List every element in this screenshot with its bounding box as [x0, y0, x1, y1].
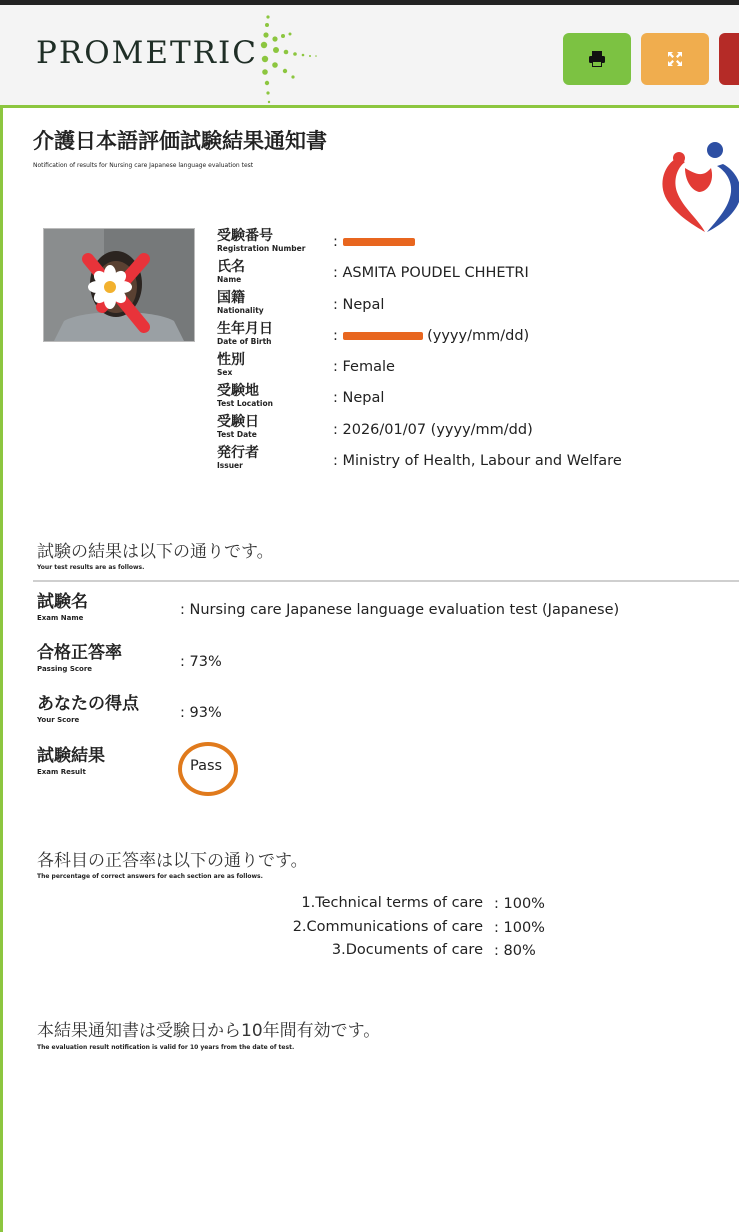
section-score-technical-terms: : 100% — [494, 896, 545, 912]
section-name-technical-terms: 1.Technical terms of care — [301, 895, 483, 911]
results-heading-en: Your test results are as follows. — [37, 564, 145, 571]
value-test-location: : Nepal — [333, 390, 385, 406]
document-title: 介護日本語評価試験結果通知書 — [33, 129, 327, 153]
label-test-location: 受験地 Test Location — [217, 383, 273, 408]
label-sex: 性別 Sex — [217, 352, 245, 377]
header — [0, 5, 739, 108]
prometric-logo-icon — [255, 9, 325, 109]
pass-highlight-circle — [178, 742, 238, 796]
results-heading: 試験の結果は以下の通りです。 — [37, 542, 274, 562]
value-date-of-birth: : (yyyy/mm/dd) — [333, 328, 530, 344]
value-your-score: : 93% — [180, 705, 222, 721]
prometric-logo: PROMETRIC — [36, 35, 258, 71]
value-registration-number: : — [333, 234, 415, 250]
label-your-score: あなたの得点 Your Score — [37, 694, 139, 724]
section-score-documents: : 80% — [494, 943, 536, 959]
value-name: : ASMITA POUDEL CHHETRI — [333, 265, 529, 281]
label-issuer: 発行者 Issuer — [217, 445, 259, 470]
section-name-communications: 2.Communications of care — [292, 919, 483, 935]
label-registration-number: 受験番号 Registration Number — [217, 228, 306, 253]
label-date-of-birth: 生年月日 Date of Birth — [217, 321, 273, 346]
redaction-mark — [343, 332, 423, 340]
value-nationality: : Nepal — [333, 297, 385, 313]
document-subtitle: Notification of results for Nursing care Japanese language evaluation test — [33, 162, 254, 169]
value-test-date: : 2026/01/07 (yyyy/mm/dd) — [333, 422, 533, 438]
validity-note-en: The evaluation result notification is valid for 10 years from the date of test. — [37, 1044, 295, 1051]
value-sex: : Female — [333, 359, 395, 375]
fullscreen-button[interactable] — [641, 33, 709, 85]
value-exam-result: Pass — [190, 758, 223, 774]
close-button[interactable] — [719, 33, 739, 85]
sections-heading: 各科目の正答率は以下の通りです。 — [37, 851, 308, 871]
candidate-photo — [43, 228, 195, 342]
label-passing-score: 合格正答率 Passing Score — [37, 643, 122, 673]
label-test-date: 受験日 Test Date — [217, 414, 259, 439]
expand-icon — [667, 51, 683, 67]
value-issuer: : Ministry of Health, Labour and Welfare — [333, 453, 622, 469]
page-accent-line — [0, 108, 3, 1232]
divider — [33, 580, 739, 582]
ministry-logo — [655, 128, 739, 238]
value-passing-score: : 73% — [180, 654, 222, 670]
value-exam-name: : Nursing care Japanese language evaluation test (Japanese) — [180, 602, 620, 618]
section-score-communications: : 100% — [494, 920, 545, 936]
validity-note: 本結果通知書は受験日から10年間有効です。 — [37, 1021, 381, 1041]
label-exam-name: 試験名 Exam Name — [37, 592, 88, 622]
redaction-mark — [343, 238, 415, 246]
sections-heading-en: The percentage of correct answers for each section are as follows. — [37, 873, 263, 880]
label-exam-result: 試験結果 Exam Result — [37, 746, 105, 776]
printer-icon — [588, 51, 606, 67]
label-name: 氏名 Name — [217, 259, 245, 284]
label-nationality: 国籍 Nationality — [217, 290, 264, 315]
section-name-documents: 3.Documents of care — [331, 942, 483, 958]
print-button[interactable] — [563, 33, 631, 85]
